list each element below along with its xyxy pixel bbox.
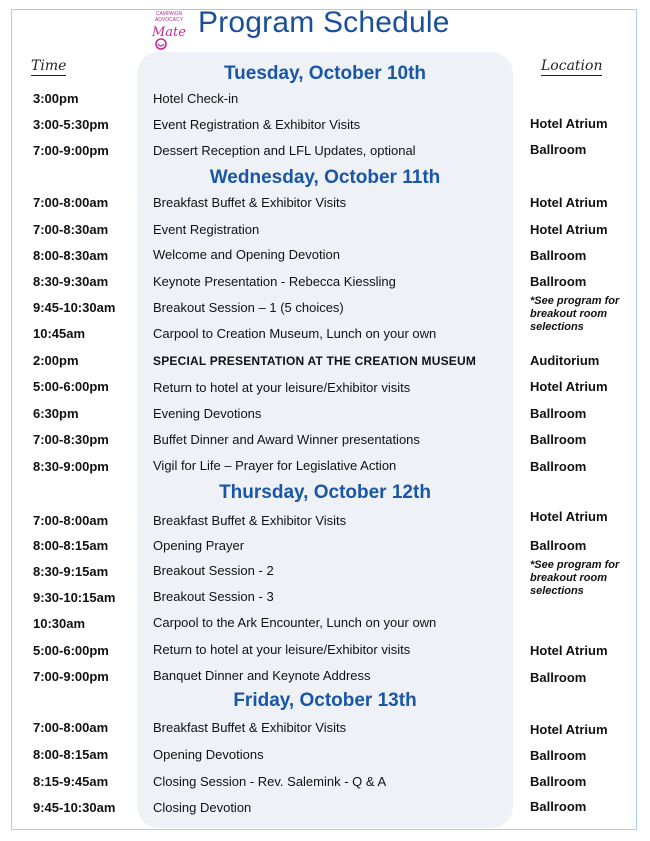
schedule-time: 8:00-8:15am: [33, 747, 109, 762]
schedule-time: 9:45-10:30am: [33, 800, 116, 815]
svg-text:ADVOCACY: ADVOCACY: [154, 17, 184, 23]
day-heading-tuesday: Tuesday, October 10th: [223, 63, 426, 84]
day-heading-wednesday: Wednesday, October 11th: [209, 167, 441, 188]
schedule-event: Event Registration: [153, 222, 260, 237]
schedule-location: Ballroom: [530, 799, 587, 814]
schedule-location: Ballroom: [530, 142, 587, 157]
schedule-event: SPECIAL PRESENTATION AT THE CREATION MUSEUM: [153, 354, 477, 368]
schedule-time: 5:00-6:00pm: [33, 643, 109, 658]
schedule-event: Breakfast Buffet & Exhibitor Visits: [153, 195, 347, 210]
day-heading-friday: Friday, October 13th: [233, 690, 417, 711]
schedule-event: Banquet Dinner and Keynote Address: [153, 668, 371, 683]
schedule-location: Ballroom: [530, 670, 587, 685]
schedule-event: Breakfast Buffet & Exhibitor Visits: [153, 513, 347, 528]
schedule-event: Breakout Session - 3: [153, 589, 274, 604]
schedule-event: Opening Prayer: [153, 538, 245, 553]
schedule-event: Carpool to Creation Museum, Lunch on your own: [153, 326, 437, 341]
schedule-location: Hotel Atrium: [530, 379, 608, 394]
schedule-event: Event Registration & Exhibitor Visits: [153, 117, 361, 132]
schedule-location: Hotel Atrium: [530, 222, 608, 237]
schedule-event: Closing Session - Rev. Salemink - Q & A: [153, 774, 387, 789]
schedule-location: Ballroom: [530, 274, 587, 289]
schedule-event: Dessert Reception and LFL Updates, optional: [153, 143, 416, 158]
schedule-time: 8:30-9:30am: [33, 274, 109, 289]
schedule-event: Breakfast Buffet & Exhibitor Visits: [153, 720, 347, 735]
schedule-location: Hotel Atrium: [530, 195, 608, 210]
schedule-event: Carpool to the Ark Encounter, Lunch on your own: [153, 615, 437, 630]
schedule-location: Ballroom: [530, 248, 587, 263]
schedule-time: 7:00-9:00pm: [33, 669, 109, 684]
schedule-time: 6:30pm: [33, 406, 79, 421]
schedule-time: 8:30-9:00pm: [33, 459, 109, 474]
breakout-note: *See program for breakout room selections: [530, 559, 620, 597]
schedule-event: Vigil for Life – Prayer for Legislative Action: [153, 458, 397, 473]
schedule-time: 10:45am: [33, 326, 86, 341]
schedule-time: 8:15-9:45am: [33, 774, 109, 789]
schedule-event: Evening Devotions: [153, 406, 262, 421]
schedule-location: Ballroom: [530, 748, 587, 763]
schedule-time: 5:00-6:00pm: [33, 379, 109, 394]
schedule-time: 3:00-5:30pm: [33, 117, 109, 132]
schedule-location: Ballroom: [530, 459, 587, 474]
schedule-time: 3:00pm: [33, 91, 79, 106]
schedule-location: Ballroom: [530, 406, 587, 421]
schedule-time: 7:00-8:00am: [33, 195, 109, 210]
schedule-event: Welcome and Opening Devotion: [153, 247, 340, 262]
schedule-location: Hotel Atrium: [530, 509, 608, 524]
svg-text:Mate: Mate: [152, 25, 186, 40]
time-column-header: Time: [31, 58, 67, 74]
schedule-time: 7:00-8:00am: [33, 513, 109, 528]
schedule-time: 7:00-8:00am: [33, 720, 109, 735]
day-heading-thursday: Thursday, October 12th: [219, 482, 431, 503]
schedule-time: 7:00-8:30am: [33, 222, 109, 237]
schedule-event: Breakout Session - 2: [153, 563, 274, 578]
breakout-note: *See program for breakout room selections: [530, 295, 620, 333]
schedule-event: Keynote Presentation - Rebecca Kiessling: [153, 274, 396, 289]
schedule-event: Return to hotel at your leisure/Exhibitor visits: [153, 642, 411, 657]
schedule-location: Ballroom: [530, 774, 587, 789]
schedule-event: Closing Devotion: [153, 800, 252, 815]
schedule-event: Hotel Check-in: [153, 91, 239, 106]
schedule-event: Return to hotel at your leisure/Exhibitor visits: [153, 380, 411, 395]
schedule-time: 9:45-10:30am: [33, 300, 116, 315]
schedule-time: 10:30am: [33, 616, 86, 631]
schedule-location: Hotel Atrium: [530, 722, 608, 737]
schedule-location: Auditorium: [530, 353, 600, 368]
schedule-event: Opening Devotions: [153, 747, 264, 762]
location-column-header: Location: [541, 58, 603, 74]
schedule-time: 9:30-10:15am: [33, 590, 116, 605]
schedule-time: 7:00-9:00pm: [33, 143, 109, 158]
schedule-event: Breakout Session – 1 (5 choices): [153, 300, 344, 315]
schedule-time: 2:00pm: [33, 353, 79, 368]
schedule-time: 8:00-8:15am: [33, 538, 109, 553]
schedule-location: Hotel Atrium: [530, 643, 608, 658]
schedule-location: Hotel Atrium: [530, 116, 608, 131]
schedule-time: 7:00-8:30pm: [33, 432, 109, 447]
logo-icon: [147, 6, 191, 52]
schedule-location: Ballroom: [530, 432, 587, 447]
page-title: Program Schedule: [198, 6, 450, 39]
svg-text:CAMPAIGN: CAMPAIGN: [155, 11, 183, 17]
schedule-time: 8:00-8:30am: [33, 248, 109, 263]
schedule-location: Ballroom: [530, 538, 587, 553]
schedule-time: 8:30-9:15am: [33, 564, 109, 579]
schedule-event: Buffet Dinner and Award Winner presentations: [153, 432, 420, 447]
